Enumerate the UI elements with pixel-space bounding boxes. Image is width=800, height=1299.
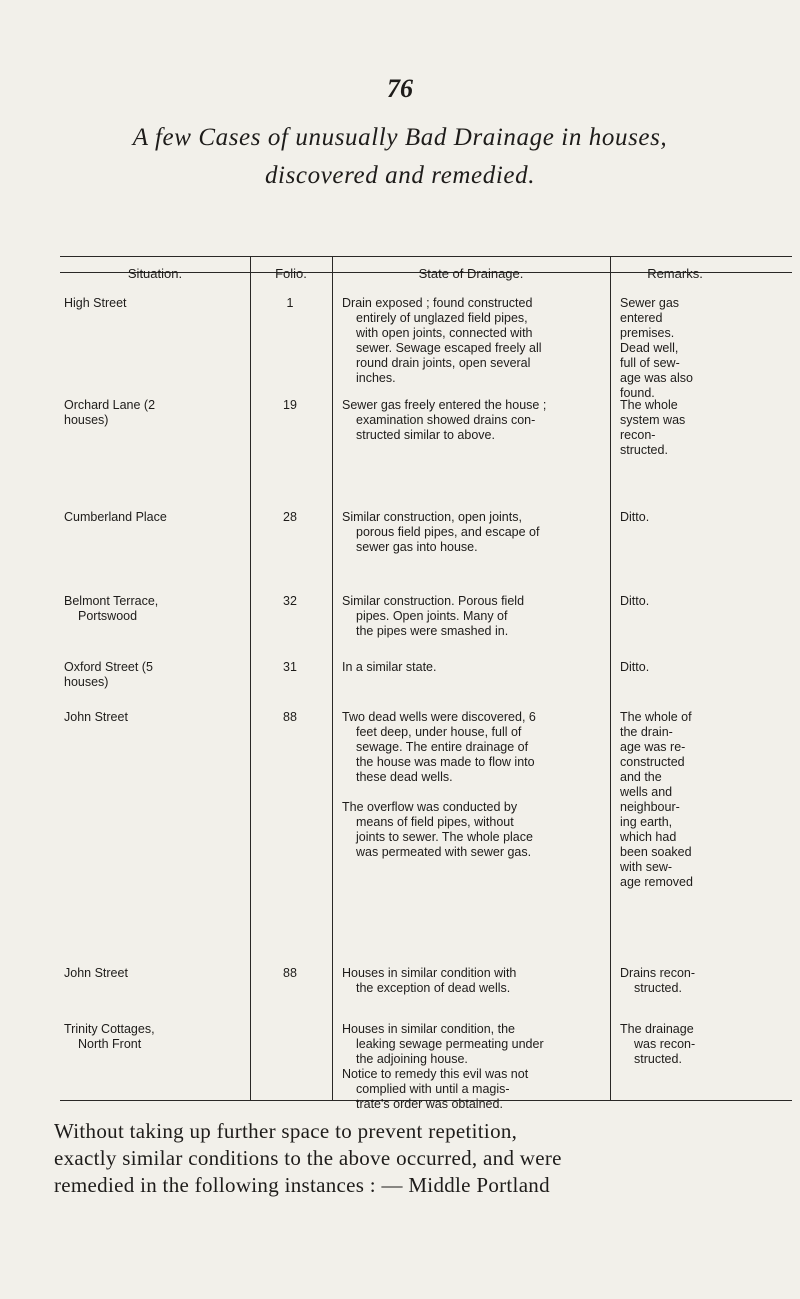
table-row-situation: John Street [64,966,128,980]
page-number: 76 [387,74,413,103]
table-row-state: Similar construction. Porous field pipes. Open joints. Many of the pipes were smashed in. [342,594,525,638]
table-row-situation: Orchard Lane (2 houses) [64,398,156,427]
table-row-state: Houses in similar condition with the exception of dead wells. [342,966,517,995]
table-row-situation: Belmont Terrace, Portswood [64,594,159,623]
table-row-remarks: Sewer gas entered premises. Dead well, full of sew- age was also found. [620,296,693,400]
header-state: State of Drainage. [418,266,524,281]
table-row-remarks: The whole of the drain- age was re- constructed and the wells and neighbour- ing earth, which had been soaked with sew- age removed [620,710,693,889]
column-divider-3 [610,256,611,1100]
drainage-table [60,204,792,1111]
table-row-folio: 88 [283,710,297,724]
table-row-state: In a similar state. [342,660,437,674]
table-row-remarks: The whole system was recon- structed. [620,398,686,457]
table-row-remarks: Ditto. [620,594,650,608]
table-row-remarks: Drains recon- structed. [620,966,696,995]
table-row-situation: High Street [64,296,127,310]
table-row-state: Two dead wells were discovered, 6 feet deep, under house, full of sewage. The entire drainage of the house was made to flow into these dead wells. The overflow was conducted by means of field pipes, without joints to sewer. The whole place was permeated with sewer gas. [342,710,536,859]
header-folio: Folio. [275,266,307,281]
table-row-situation: John Street [64,710,128,724]
table-row-remarks: The drainage was recon- structed. [620,1022,696,1066]
table-row-situation: Cumberland Place [64,510,167,524]
table-row-folio: 19 [283,398,297,412]
title-line-1: A few Cases of unusually Bad Drainage in houses, [132,124,668,151]
table-row-folio: 32 [283,594,297,608]
table-row-state: Drain exposed ; found constructed entirely of unglazed field pipes, with open joints, connected with sewer. Sewage escaped freely all round drain joints, open several inches. [342,296,542,385]
table-row-situation: Oxford Street (5 houses) [64,660,153,689]
column-divider-1 [250,256,251,1100]
table-row-folio: 88 [283,966,297,980]
table-row-situation: Trinity Cottages, North Front [64,1022,155,1051]
table-row-folio: 31 [283,660,297,674]
header-situation: Situation. [127,266,183,281]
table-row-state: Houses in similar condition, the leaking sewage permeating under the adjoining house. Notice to remedy this evil was not complied with until a magis- trate's order was obtained. [342,1022,544,1111]
table-row-remarks: Ditto. [620,660,650,674]
footer-line-2: exactly similar conditions to the above occurred, and were [54,1146,562,1170]
footer-line-3: remedied in the following instances : — Middle Portland [54,1173,550,1197]
table-row-remarks: Ditto. [620,510,650,524]
header-remarks: Remarks. [647,266,703,281]
table-row-folio: 28 [283,510,297,524]
table-row-folio: 1 [286,296,294,310]
table-top-rule [60,256,792,257]
table-row-state: Sewer gas freely entered the house ; examination showed drains con- structed similar to above. [342,398,547,442]
footer-paragraph [54,1118,772,1199]
column-divider-2 [332,256,333,1100]
footer-line-1: Without taking up further space to prevent repetition, [54,1119,518,1143]
table-row-state: Similar construction, open joints, porous field pipes, and escape of sewer gas into house. [342,510,540,554]
title-line-2: discovered and remedied. [264,162,536,189]
